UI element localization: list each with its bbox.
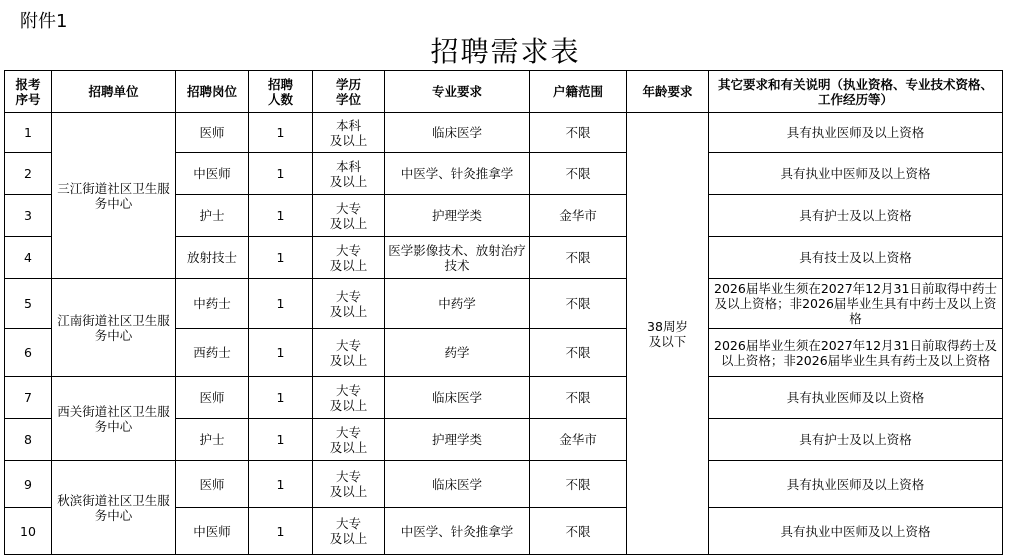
header-other: 其它要求和有关说明（执业资格、专业技术资格、工作经历等） <box>709 71 1003 113</box>
cell-no: 7 <box>5 377 52 419</box>
cell-no: 9 <box>5 461 52 508</box>
cell-hukou: 不限 <box>530 153 627 195</box>
cell-no: 6 <box>5 329 52 377</box>
header-post: 招聘岗位 <box>176 71 249 113</box>
cell-education: 本科 及以上 <box>313 113 385 153</box>
header-education: 学历 学位 <box>313 71 385 113</box>
cell-unit: 西关街道社区卫生服务中心 <box>52 377 176 461</box>
cell-count: 1 <box>249 508 313 555</box>
cell-major: 药学 <box>385 329 530 377</box>
cell-major: 护理学类 <box>385 419 530 461</box>
table-row <box>5 279 1003 329</box>
cell-no: 10 <box>5 508 52 555</box>
cell-other: 具有执业医师及以上资格 <box>709 377 1003 419</box>
cell-hukou: 不限 <box>530 377 627 419</box>
cell-education: 大专 及以上 <box>313 237 385 279</box>
cell-no: 3 <box>5 195 52 237</box>
cell-no: 8 <box>5 419 52 461</box>
table-header-row <box>5 71 1003 113</box>
cell-education: 大专 及以上 <box>313 195 385 237</box>
cell-hukou: 不限 <box>530 237 627 279</box>
cell-major: 中医学、针灸推拿学 <box>385 153 530 195</box>
cell-education: 大专 及以上 <box>313 461 385 508</box>
cell-unit: 江南街道社区卫生服务中心 <box>52 279 176 377</box>
cell-count: 1 <box>249 195 313 237</box>
cell-post: 护士 <box>176 195 249 237</box>
cell-other: 2026届毕业生须在2027年12月31日前取得中药士及以上资格；非2026届毕业生具有中药士及以上资格 <box>709 279 1003 329</box>
attachment-label: 附件1 <box>20 11 68 32</box>
table-row <box>5 377 1003 419</box>
header-count: 招聘 人数 <box>249 71 313 113</box>
cell-major: 护理学类 <box>385 195 530 237</box>
cell-other: 具有执业医师及以上资格 <box>709 461 1003 508</box>
cell-post: 医师 <box>176 461 249 508</box>
cell-hukou: 不限 <box>530 508 627 555</box>
cell-education: 大专 及以上 <box>313 377 385 419</box>
cell-count: 1 <box>249 237 313 279</box>
cell-education: 大专 及以上 <box>313 419 385 461</box>
cell-hukou: 金华市 <box>530 195 627 237</box>
cell-education: 本科 及以上 <box>313 153 385 195</box>
table-row <box>5 461 1003 508</box>
cell-post: 医师 <box>176 377 249 419</box>
cell-count: 1 <box>249 279 313 329</box>
cell-post: 中医师 <box>176 508 249 555</box>
cell-count: 1 <box>249 419 313 461</box>
header-major: 专业要求 <box>385 71 530 113</box>
cell-count: 1 <box>249 377 313 419</box>
cell-no: 4 <box>5 237 52 279</box>
cell-other: 具有执业医师及以上资格 <box>709 113 1003 153</box>
cell-post: 护士 <box>176 419 249 461</box>
cell-post: 中医师 <box>176 153 249 195</box>
cell-major: 医学影像技术、放射治疗技术 <box>385 237 530 279</box>
cell-post: 西药士 <box>176 329 249 377</box>
cell-hukou: 不限 <box>530 461 627 508</box>
cell-hukou: 不限 <box>530 279 627 329</box>
recruitment-table <box>4 70 1003 555</box>
cell-hukou: 不限 <box>530 329 627 377</box>
cell-major: 临床医学 <box>385 377 530 419</box>
page-title: 招聘需求表 <box>430 35 581 68</box>
cell-count: 1 <box>249 329 313 377</box>
cell-other: 具有护士及以上资格 <box>709 195 1003 237</box>
cell-unit: 秋滨街道社区卫生服务中心 <box>52 461 176 555</box>
cell-count: 1 <box>249 461 313 508</box>
cell-count: 1 <box>249 153 313 195</box>
header-no: 报考 序号 <box>5 71 52 113</box>
cell-no: 2 <box>5 153 52 195</box>
header-hukou: 户籍范围 <box>530 71 627 113</box>
cell-education: 大专 及以上 <box>313 329 385 377</box>
cell-other: 2026届毕业生须在2027年12月31日前取得药士及以上资格；非2026届毕业生具有药士及以上资格 <box>709 329 1003 377</box>
cell-age: 38周岁 及以下 <box>627 113 709 555</box>
cell-education: 大专 及以上 <box>313 508 385 555</box>
cell-no: 5 <box>5 279 52 329</box>
cell-post: 医师 <box>176 113 249 153</box>
cell-post: 放射技士 <box>176 237 249 279</box>
cell-no: 1 <box>5 113 52 153</box>
cell-other: 具有执业中医师及以上资格 <box>709 508 1003 555</box>
cell-count: 1 <box>249 113 313 153</box>
cell-other: 具有护士及以上资格 <box>709 419 1003 461</box>
cell-other: 具有技士及以上资格 <box>709 237 1003 279</box>
table-row <box>5 113 1003 153</box>
cell-hukou: 不限 <box>530 113 627 153</box>
cell-hukou: 金华市 <box>530 419 627 461</box>
cell-other: 具有执业中医师及以上资格 <box>709 153 1003 195</box>
header-unit: 招聘单位 <box>52 71 176 113</box>
cell-major: 临床医学 <box>385 461 530 508</box>
cell-post: 中药士 <box>176 279 249 329</box>
cell-major: 中医学、针灸推拿学 <box>385 508 530 555</box>
cell-education: 大专 及以上 <box>313 279 385 329</box>
header-age: 年龄要求 <box>627 71 709 113</box>
cell-unit: 三江街道社区卫生服务中心 <box>52 113 176 279</box>
cell-major: 中药学 <box>385 279 530 329</box>
cell-major: 临床医学 <box>385 113 530 153</box>
